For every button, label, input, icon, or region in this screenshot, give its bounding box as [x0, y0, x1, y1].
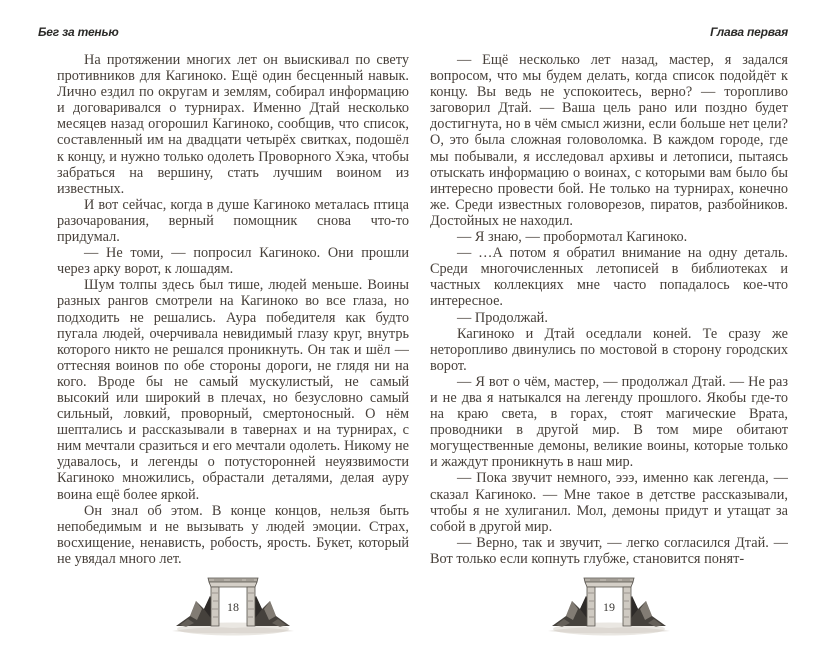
paragraph: Шум толпы здесь был тише, людей меньше. Воины разных рангов смотрели на Кагиноко во все глаза, но подходить не решались. Аура победителя как будто пугала людей, очерчивала невидимый глазу круг, внутрь которого никто не решался проникнуть. Он так и шёл — оттесняя воинов по обе стороны дороги, не глядя ни на кого. Вроде бы не самый мускулистый, не самый высокий или широкий в плечах, но безусловно самый сильный, ловкий, проворный, смертоносный. О нём шептались и рассказывали в тавернах и на турнирах, с ним мечтали сразиться и его мечтали одолеть. Никому не удавалось, и легенды о потусторонней неуязвимости Кагиноко множились, обрастали деталями, делая ауру воина ещё более яркой.	[57, 277, 409, 503]
paragraph: — Продолжай.	[457, 309, 548, 326]
paragraph: — Верно, так и звучит, — легко согласился Дтай. — Вот только если копнуть глубже, становится понят-	[430, 534, 788, 567]
paragraph: Кагиноко и Дтай оседлали коней. Те сразу же неторопливо двинулись по мостовой в сторону городских ворот.	[430, 325, 788, 374]
paragraph: И вот сейчас, когда в душе Кагиноко металась птица разочарования, верный помощник снова что-то придумал.	[57, 196, 409, 246]
paragraph: — Ещё несколько лет назад, мастер, я задался вопросом, что мы будем делать, когда список подойдёт к концу. Вы ведь не успокоитесь, верно? — торопливо заговорил Дтай. — Ваша цель рано или поздно будет достигнута, но в чём смысл жизни, если больше нет цели? О, это была сложная головоломка. В каждом городе, где мы побывали, я исследовал архивы и летописи, пытаясь отыскать информацию о воинах, с которыми вам было бы интересно провести бой. Не только на турнирах, конечно же. Среди известных головорезов, пиратов, разбойников. Достойных не находил.	[430, 52, 788, 229]
right-page-text	[430, 52, 788, 572]
page-number-ornament-right	[430, 571, 788, 644]
paragraph: — Я вот о чём, мастер, — продолжал Дтай. — Не раз и не два я натыкался на легенду прошлого. Якобы где-то на краю света, в горах, стоят магические Врата, проводники в другой мир. В том мире обитают могущественные демоны, великие воины, которые только и жаждут проникнуть в наш мир.	[430, 373, 788, 471]
paragraph: — Пока звучит немного, эээ, именно как легенда, — сказал Кагиноко. — Мне такое в детстве рассказывали, чтобы я не хулиганил. Мол, демоны придут и утащат за собой в другой мир.	[430, 470, 788, 535]
paragraph: На протяжении многих лет он выискивал по свету противников для Кагиноко. Ещё один бесценный навык. Лично ездил по округам и землям, собирал информацию и договаривался о турнирах. Именно Дтай несколько месяцев назад огорошил Кагиноко, сообщив, что список, составленный им на двадцати четырёх свитках, подошёл к концу, и нужно только одолеть Проворного Хэка, чтобы забраться на вершину, стать лучшим воином из известных.	[57, 52, 409, 197]
running-header-right: Глава первая	[710, 25, 788, 39]
gate-rocks-icon	[542, 571, 676, 639]
page-number-ornament-left	[57, 571, 409, 644]
paragraph: — Не томи, — попросил Кагиноко. Они прошли через арку ворот, к лошадям.	[57, 245, 409, 278]
left-page-text	[57, 52, 409, 572]
paragraph: — …А потом я обратил внимание на одну деталь. Среди многочисленных летописей в библиотеках и частных коллекциях мне часто попадалось кое-что интересное.	[430, 245, 788, 310]
paragraph: Он знал об этом. В конце концов, нельзя быть непобедимым и не вызывать у людей эмоции. Страх, восхищение, ненависть, робость, ярость. Букет, который не увядал много лет.	[57, 502, 409, 567]
running-header-left: Бег за тенью	[38, 25, 119, 39]
gate-rocks-icon	[166, 571, 300, 639]
page-number: 19	[603, 600, 615, 614]
paragraph: — Я знаю, — пробормотал Кагиноко.	[457, 229, 688, 246]
page-number: 18	[227, 600, 239, 614]
